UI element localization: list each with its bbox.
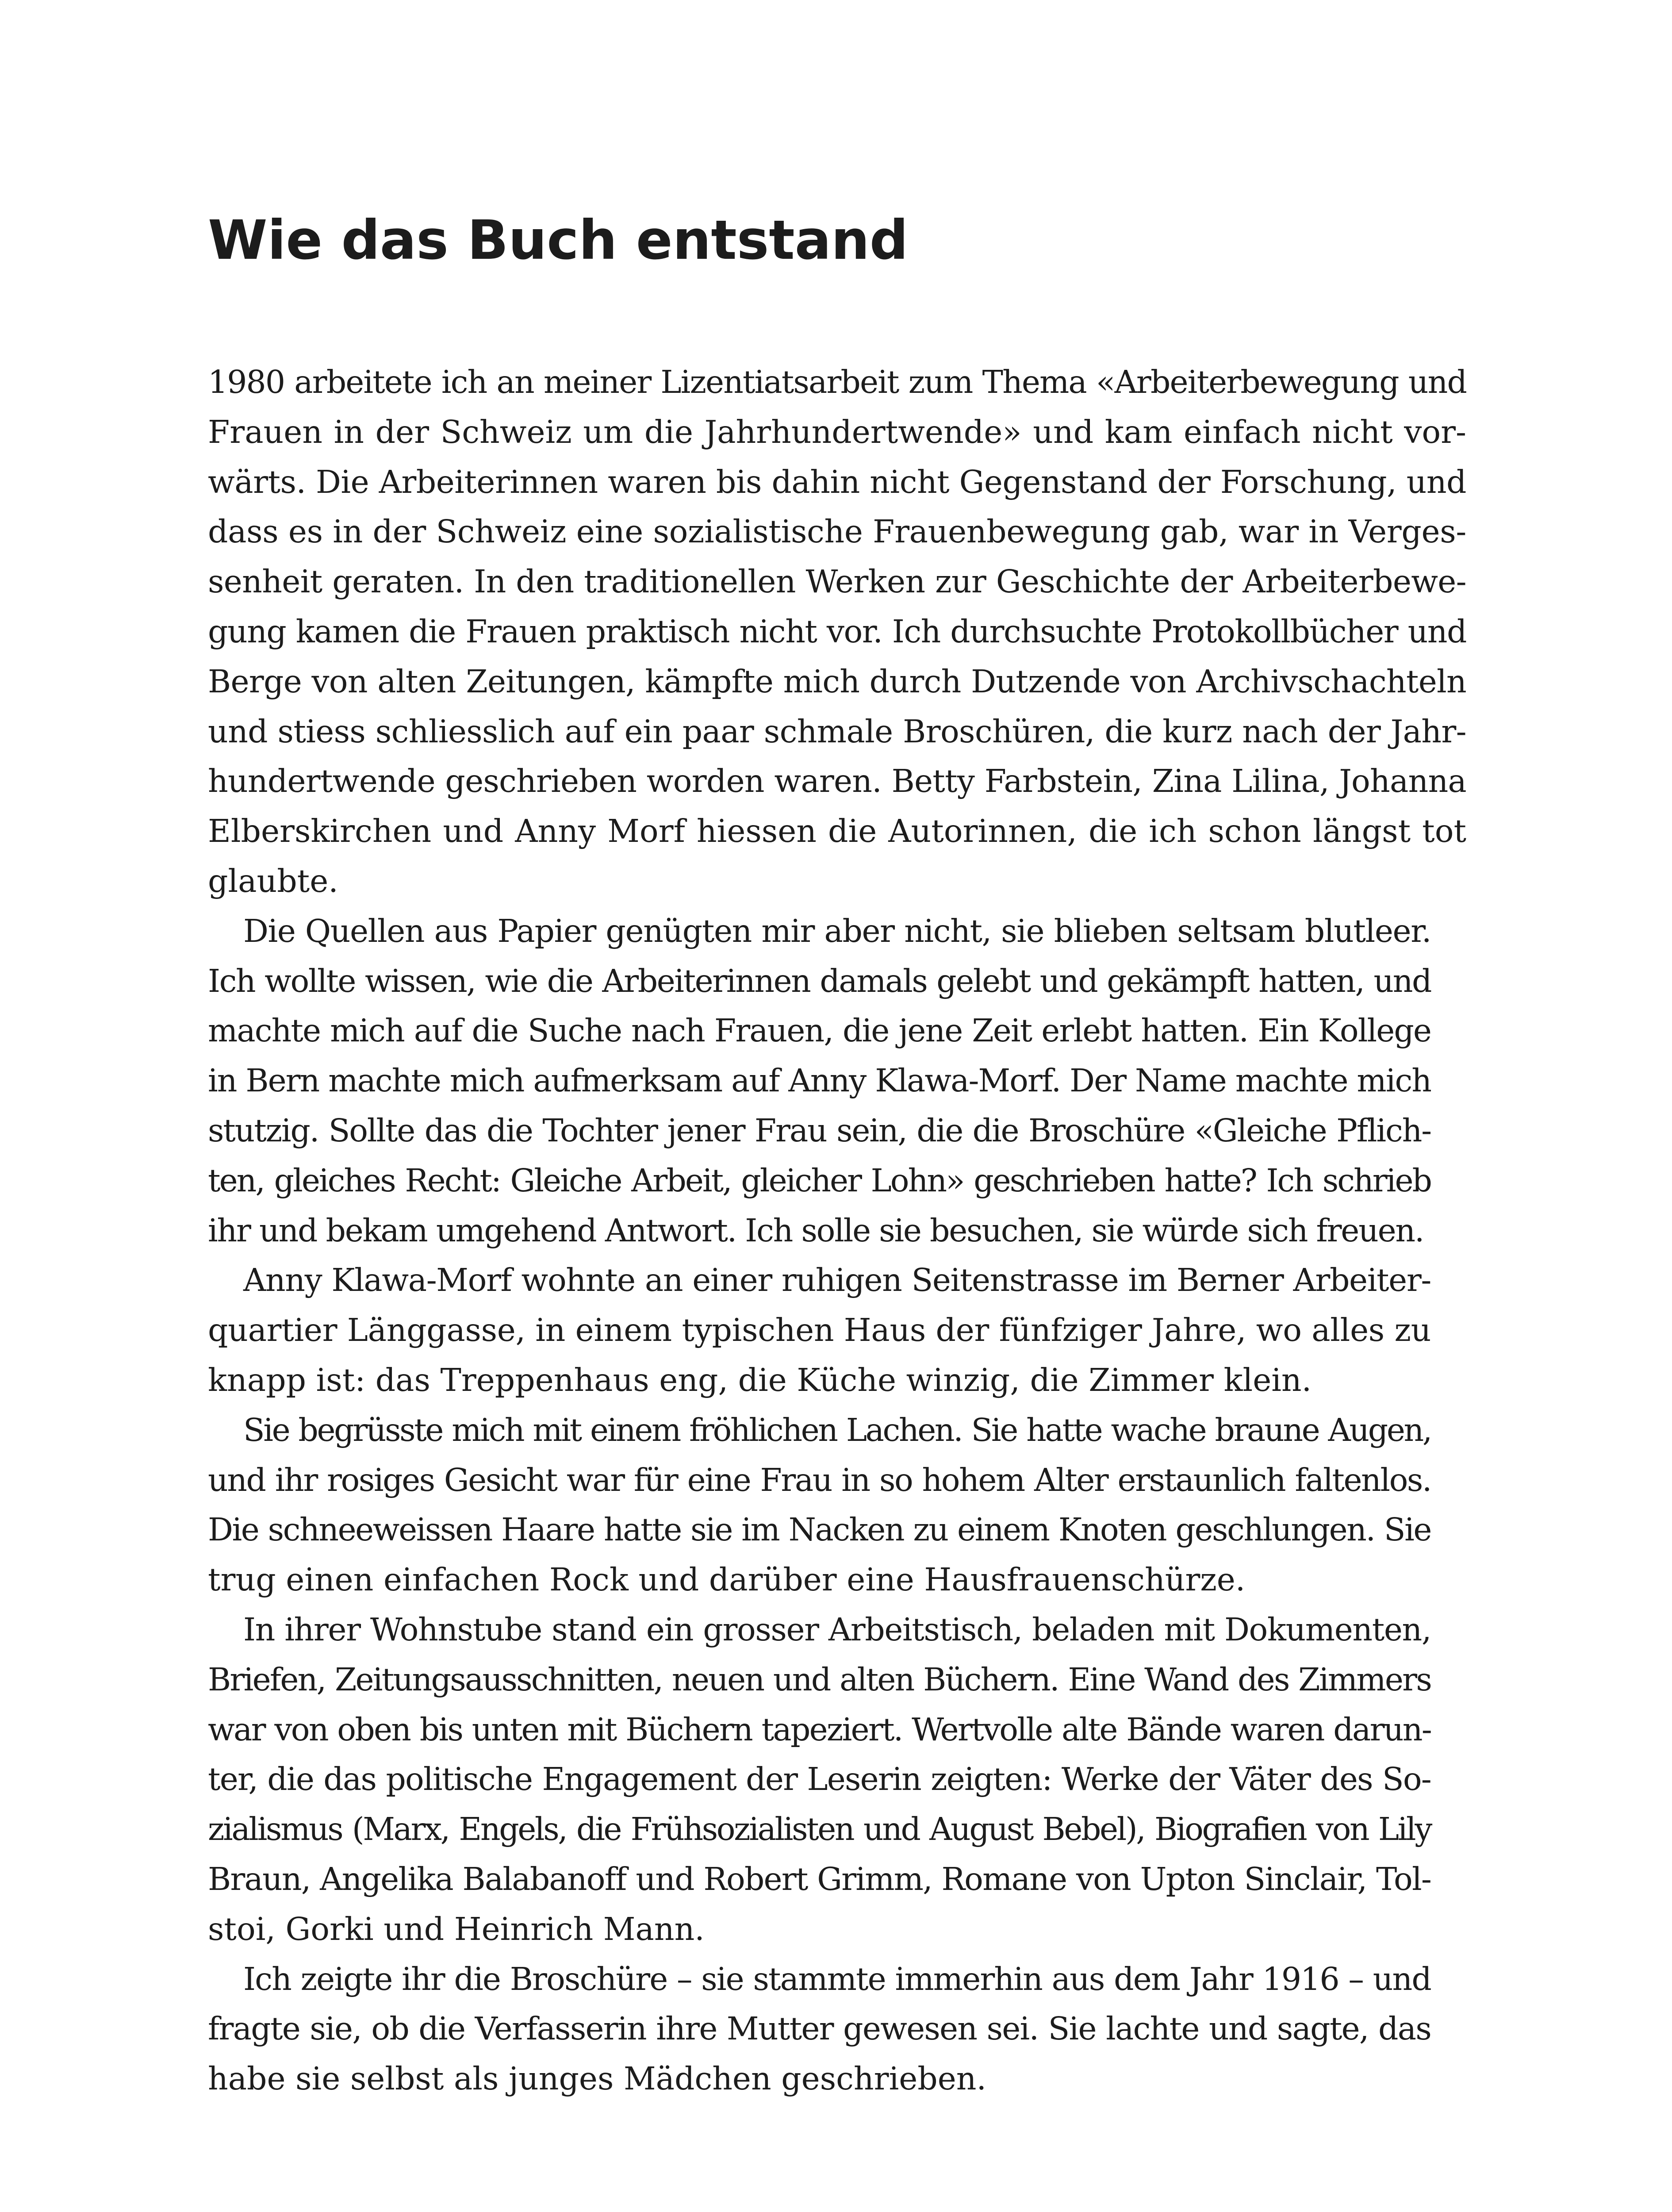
text-line: Anny Klawa-Morf wohnte an einer ruhigen Seitenstrasse im Berner Arbeiter-	[243, 1262, 1431, 1299]
paragraph-4	[208, 1406, 1466, 1605]
text-line: Ich zeigte ihr die Broschüre – sie stammte immerhin aus dem Jahr 1916 – und	[243, 1960, 1431, 1997]
text-line: trug einen einfachen Rock und darüber eine Hausfrauenschürze.	[208, 1561, 1246, 1598]
text-line: ter, die das politische Engagement der Leserin zeigten: Werke der Väter des So-	[208, 1761, 1431, 1798]
paragraph-2	[208, 906, 1466, 1256]
text-line: Ich wollte wissen, wie die Arbeiterinnen damals gelebt und gekämpft hatten, und	[208, 962, 1431, 999]
text-line: glaubte.	[208, 862, 338, 899]
text-line: knapp ist: das Treppenhaus eng, die Küche winzig, die Zimmer klein.	[208, 1361, 1312, 1398]
text-line: senheit geraten. In den traditionellen Werken zur Geschichte der Arbeiterbewe-	[208, 563, 1466, 600]
text-line: Frauen in der Schweiz um die Jahrhundertwende» und kam einfach nicht vor-	[208, 413, 1466, 450]
text-line: quartier Länggasse, in einem typischen Haus der fünfziger Jahre, wo alles zu	[208, 1312, 1431, 1349]
text-line: Elberskirchen und Anny Morf hiessen die Autorinnen, die ich schon längst tot	[208, 813, 1466, 850]
text-line: ten, gleiches Recht: Gleiche Arbeit, gleicher Lohn» geschrieben hatte? Ich schrieb	[208, 1162, 1431, 1199]
text-line: Sie begrüsste mich mit einem fröhlichen Lachen. Sie hatte wache braune Augen,	[243, 1411, 1431, 1448]
paragraph-1	[208, 357, 1466, 906]
text-line: gung kamen die Frauen praktisch nicht vor. Ich durchsuchte Protokollbücher und	[208, 613, 1466, 650]
paragraph-5	[208, 1605, 1466, 1955]
text-line: Braun, Angelika Balabanoff und Robert Grimm, Romane von Upton Sinclair, Tol-	[208, 1860, 1431, 1897]
text-line: ihr und bekam umgehend Antwort. Ich solle sie besuchen, sie würde sich freuen.	[208, 1212, 1424, 1249]
text-line: In ihrer Wohnstube stand ein grosser Arbeitstisch, beladen mit Dokumenten,	[243, 1611, 1431, 1648]
text-line: stoi, Gorki und Heinrich Mann.	[208, 1910, 705, 1947]
text-line: 1980 arbeitete ich an meiner Lizentiatsarbeit zum Thema «Arbeiterbewegung und	[208, 364, 1466, 400]
text-line: habe sie selbst als junges Mädchen geschrieben.	[208, 2060, 987, 2097]
text-line: stutzig. Sollte das die Tochter jener Frau sein, die die Broschüre «Gleiche Pflich-	[208, 1112, 1431, 1149]
text-line: in Bern machte mich aufmerksam auf Anny Klawa-Morf. Der Name machte mich	[208, 1062, 1431, 1099]
text-line: zialismus (Marx, Engels, die Frühsozialisten und August Bebel), Biografien von Lily	[208, 1811, 1431, 1848]
paragraph-6	[208, 1955, 1466, 2104]
text-line: machte mich auf die Suche nach Frauen, die jene Zeit erlebt hatten. Ein Kollege	[208, 1012, 1431, 1049]
text-line: und stiess schliesslich auf ein paar schmale Broschüren, die kurz nach der Jahr-	[208, 713, 1466, 750]
text-line: fragte sie, ob die Verfasserin ihre Mutter gewesen sei. Sie lachte und sagte, das	[208, 2010, 1431, 2047]
text-line: Die Quellen aus Papier genügten mir aber nicht, sie blieben seltsam blutleer.	[243, 912, 1431, 949]
text-line: Briefen, Zeitungsausschnitten, neuen und alten Büchern. Eine Wand des Zimmers	[208, 1661, 1431, 1698]
text-line: Die schneeweissen Haare hatte sie im Nacken zu einem Knoten geschlungen. Sie	[208, 1511, 1431, 1548]
text-line: und ihr rosiges Gesicht war für eine Frau in so hohem Alter erstaunlich faltenlos.	[208, 1461, 1431, 1498]
chapter-body	[208, 357, 1466, 2104]
chapter-title: Wie das Buch entstand	[208, 209, 909, 272]
text-line: war von oben bis unten mit Büchern tapeziert. Wertvolle alte Bände waren darun-	[208, 1711, 1431, 1748]
text-line: Berge von alten Zeitungen, kämpfte mich durch Dutzende von Archivschachteln	[208, 663, 1466, 700]
text-line: hundertwende geschrieben worden waren. Betty Farbstein, Zina Lilina, Johanna	[208, 763, 1466, 800]
text-line: dass es in der Schweiz eine sozialistische Frauenbewegung gab, war in Verges-	[208, 513, 1466, 550]
text-line: wärts. Die Arbeiterinnen waren bis dahin nicht Gegenstand der Forschung, und	[208, 463, 1466, 500]
paragraph-3	[208, 1256, 1466, 1405]
